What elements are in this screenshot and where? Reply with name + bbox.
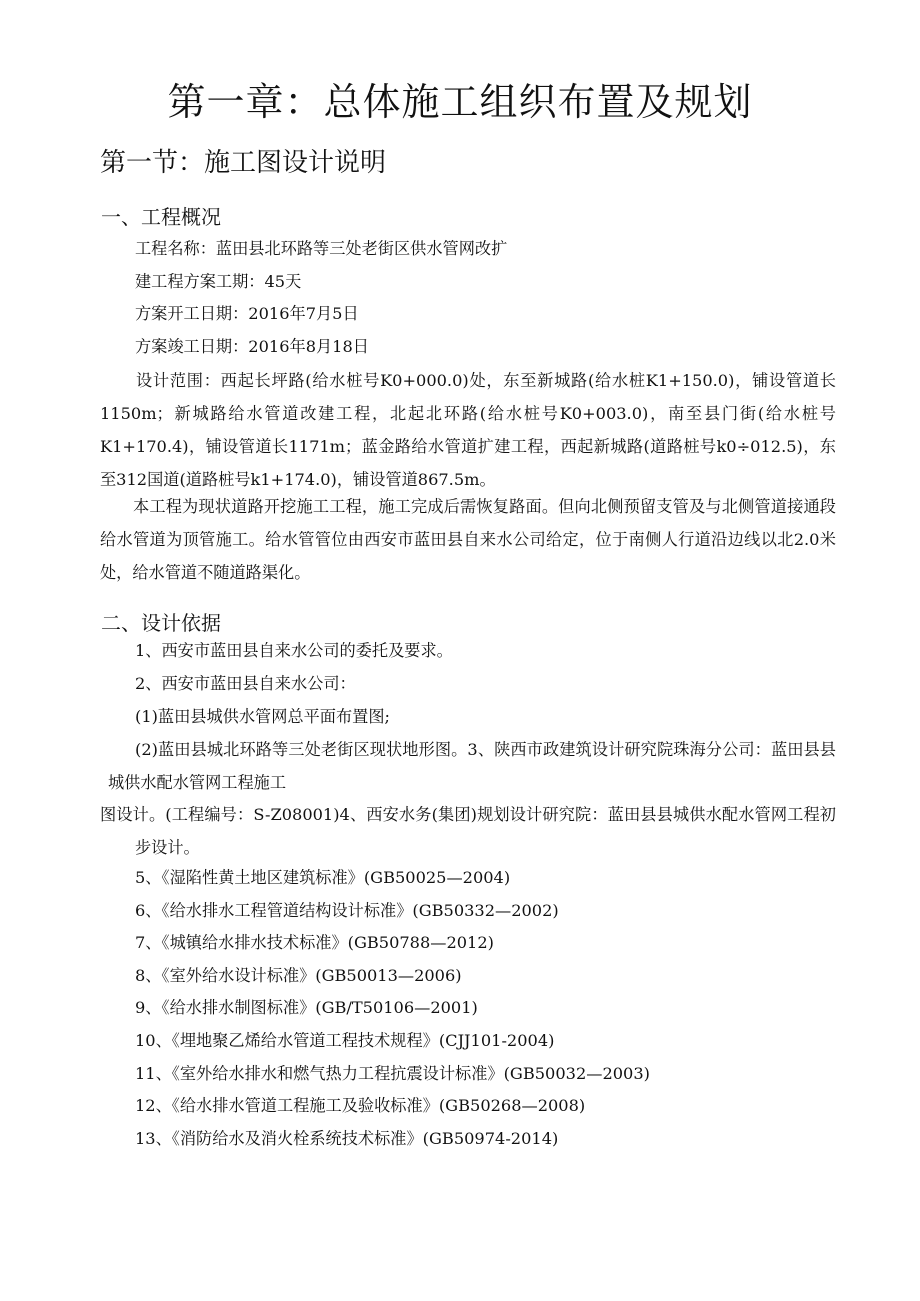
design-scope-paragraph: 设计范围：西起长坪路(给水桩号K0+000.0)处，东至新城路(给水桩K1+150.0)，铺设管道长1150m；新城路给水管道改建工程，北起北环路(给水桩号K0+003.0)，南至县门街(给水桩号K1+170.4)，铺设管道长1171m；蓝金路给水管道扩建工程，西起新城路(道路桩号k0÷012.5)，东至312国道(道路桩号k1+174.0)，铺设管道867.5m。 <box>100 371 836 489</box>
standard-item: 13、《消防给水及消火栓系统技术标准》(GB50974-2014) <box>135 1129 559 1148</box>
basis-heading: 二、设计依据 <box>101 611 221 635</box>
basis-item-2a: (1)蓝田县城供水管网总平面布置图; <box>135 707 391 726</box>
standard-item: 9、《给水排水制图标准》(GB/T50106—2001) <box>135 998 478 1017</box>
section-title: 第一节：施工图设计说明 <box>100 148 387 178</box>
standard-item: 6、《给水排水工程管道结构设计标准》(GB50332—2002) <box>135 901 559 920</box>
standard-item: 5、《湿陷性黄土地区建筑标准》(GB50025—2004) <box>135 868 511 887</box>
standard-item: 12、《给水排水管道工程施工及验收标准》(GB50268—2008) <box>135 1096 586 1115</box>
basis-item-1: 1、西安市蓝田县自来水公司的委托及要求。 <box>135 641 453 660</box>
project-description-paragraph: 本工程为现状道路开挖施工工程，施工完成后需恢复路面。但向北侧预留支管及与北侧管道接通段给水管道为顶管施工。给水管管位由西安市蓝田县自来水公司给定，位于南侧人行道沿边线以北2.0米处，给水管道不随道路渠化。 <box>100 497 836 582</box>
project-duration: 建工程方案工期：45天 <box>135 272 302 291</box>
end-date: 方案竣工日期：2016年8月18日 <box>135 337 369 356</box>
standard-item: 10、《埋地聚乙烯给水管道工程技术规程》(CJJ101-2004) <box>135 1031 555 1050</box>
standard-item: 7、《城镇给水排水技术标准》(GB50788—2012) <box>135 933 494 952</box>
basis-item-3-continued <box>100 798 836 864</box>
standard-item: 8、《室外给水设计标准》(GB50013—2006) <box>135 966 462 985</box>
basis-item-3-text: 图设计。(工程编号：S-Z08001)4、西安水务(集团)规划设计研究院：蓝田县县城供水配水管网工程初步设计。 <box>100 805 836 857</box>
basis-item-2: 2、西安市蓝田县自来水公司： <box>135 674 356 693</box>
overview-heading: 一、工程概况 <box>101 205 221 229</box>
basis-item-2b: (2)蓝田县城北环路等三处老街区现状地形图。3、陕西市政建筑设计研究院珠海分公司：蓝田县县城供水配水管网工程施工 <box>108 740 836 792</box>
standard-item: 11、《室外给水排水和燃气热力工程抗震设计标准》(GB50032—2003) <box>135 1064 650 1083</box>
start-date: 方案开工日期：2016年7月5日 <box>135 304 359 323</box>
chapter-title: 第一章：总体施工组织布置及规划 <box>167 80 753 124</box>
project-name: 工程名称：蓝田县北环路等三处老街区供水管网改扩 <box>135 239 508 258</box>
